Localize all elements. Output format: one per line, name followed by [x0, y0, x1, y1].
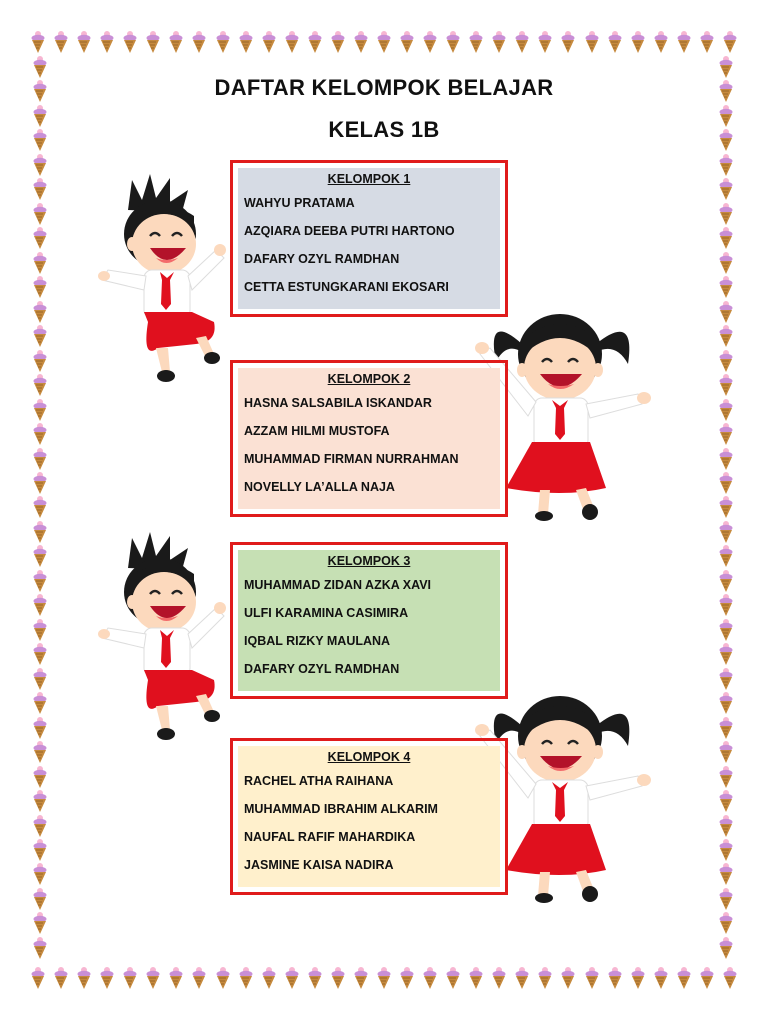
ice-cream-icon [676, 30, 692, 54]
group-box-2 [230, 360, 508, 517]
ice-cream-border-right [718, 55, 734, 960]
ice-cream-border-bottom [30, 966, 738, 990]
member-name: DAFARY OZYL RAMDHAN [244, 662, 400, 676]
ice-cream-icon [718, 544, 734, 568]
group-panel [238, 550, 500, 691]
ice-cream-icon [491, 30, 507, 54]
ice-cream-icon [718, 495, 734, 519]
ice-cream-icon [718, 275, 734, 299]
ice-cream-icon [353, 30, 369, 54]
ice-cream-icon [718, 153, 734, 177]
ice-cream-icon [718, 569, 734, 593]
ice-cream-icon [215, 966, 231, 990]
ice-cream-icon [32, 862, 48, 886]
ice-cream-icon [32, 324, 48, 348]
ice-cream-icon [32, 177, 48, 201]
ice-cream-icon [718, 740, 734, 764]
ice-cream-icon [168, 30, 184, 54]
ice-cream-icon [99, 30, 115, 54]
ice-cream-icon [718, 911, 734, 935]
ice-cream-icon [32, 251, 48, 275]
member-name: NOVELLY LA’ALLA NAJA [244, 480, 395, 494]
ice-cream-icon [32, 373, 48, 397]
ice-cream-icon [718, 667, 734, 691]
member-name: MUHAMMAD ZIDAN AZKA XAVI [244, 578, 432, 592]
group-box-1 [230, 160, 508, 317]
member-name: DAFARY OZYL RAMDHAN [244, 252, 400, 266]
ice-cream-icon [468, 30, 484, 54]
ice-cream-icon [676, 966, 692, 990]
ice-cream-icon [445, 966, 461, 990]
member-name: ULFI KARAMINA CASIMIRA [244, 606, 409, 620]
ice-cream-icon [145, 966, 161, 990]
ice-cream-icon [32, 593, 48, 617]
ice-cream-icon [722, 966, 738, 990]
member-name: AZQIARA DEEBA PUTRI HARTONO [244, 224, 455, 238]
member-name: WAHYU PRATAMA [244, 196, 355, 210]
member-name: MUHAMMAD FIRMAN NURRAHMAN [244, 452, 459, 466]
ice-cream-icon [32, 471, 48, 495]
group-panel [238, 168, 500, 309]
ice-cream-icon [32, 202, 48, 226]
ice-cream-icon [284, 966, 300, 990]
ice-cream-icon [514, 30, 530, 54]
ice-cream-icon [32, 765, 48, 789]
ice-cream-icon [537, 30, 553, 54]
group-panel [238, 746, 500, 887]
ice-cream-icon [514, 966, 530, 990]
ice-cream-icon [32, 495, 48, 519]
ice-cream-icon [399, 30, 415, 54]
ice-cream-icon [718, 398, 734, 422]
ice-cream-icon [32, 226, 48, 250]
ice-cream-icon [718, 716, 734, 740]
ice-cream-icon [330, 30, 346, 54]
ice-cream-icon [32, 422, 48, 446]
member-name: IQBAL RIZKY MAULANA [244, 634, 391, 648]
ice-cream-icon [53, 966, 69, 990]
ice-cream-icon [718, 300, 734, 324]
ice-cream-icon [32, 838, 48, 862]
ice-cream-icon [32, 544, 48, 568]
member-name: NAUFAL RAFIF MAHARDIKA [244, 830, 416, 844]
ice-cream-icon [718, 814, 734, 838]
ice-cream-icon [353, 966, 369, 990]
ice-cream-icon [191, 30, 207, 54]
ice-cream-icon [718, 789, 734, 813]
ice-cream-icon [445, 30, 461, 54]
ice-cream-icon [238, 966, 254, 990]
ice-cream-icon [718, 618, 734, 642]
ice-cream-icon [145, 30, 161, 54]
ice-cream-icon [376, 30, 392, 54]
group-title: KELOMPOK 1 [327, 172, 411, 186]
ice-cream-icon [32, 887, 48, 911]
member-name: JASMINE KAISA NADIRA [244, 858, 394, 872]
boy-illustration [98, 530, 230, 742]
ice-cream-icon [32, 447, 48, 471]
ice-cream-icon [284, 30, 300, 54]
ice-cream-border-left [32, 55, 48, 960]
member-name: AZZAM HILMI MUSTOFA [244, 424, 390, 438]
group-panel [238, 368, 500, 509]
ice-cream-icon [32, 349, 48, 373]
ice-cream-icon [32, 814, 48, 838]
ice-cream-icon [238, 30, 254, 54]
ice-cream-icon [32, 716, 48, 740]
ice-cream-icon [718, 349, 734, 373]
member-name: MUHAMMAD IBRAHIM ALKARIM [244, 802, 438, 816]
ice-cream-icon [718, 593, 734, 617]
ice-cream-icon [32, 569, 48, 593]
ice-cream-icon [191, 966, 207, 990]
ice-cream-icon [307, 30, 323, 54]
ice-cream-icon [32, 398, 48, 422]
ice-cream-icon [584, 30, 600, 54]
ice-cream-icon [718, 177, 734, 201]
ice-cream-icon [53, 30, 69, 54]
ice-cream-icon [718, 202, 734, 226]
ice-cream-icon [215, 30, 231, 54]
ice-cream-icon [699, 30, 715, 54]
ice-cream-icon [330, 966, 346, 990]
ice-cream-icon [630, 30, 646, 54]
ice-cream-icon [718, 324, 734, 348]
ice-cream-icon [653, 966, 669, 990]
ice-cream-icon [32, 667, 48, 691]
ice-cream-icon [607, 966, 623, 990]
ice-cream-icon [32, 740, 48, 764]
ice-cream-icon [32, 300, 48, 324]
group-title: KELOMPOK 4 [327, 750, 411, 764]
ice-cream-icon [99, 966, 115, 990]
page-title: DAFTAR KELOMPOK BELAJAR [214, 75, 554, 100]
ice-cream-icon [76, 30, 92, 54]
ice-cream-icon [722, 30, 738, 54]
ice-cream-icon [718, 251, 734, 275]
ice-cream-icon [30, 30, 46, 54]
member-name: CETTA ESTUNGKARANI EKOSARI [244, 280, 449, 294]
ice-cream-icon [32, 691, 48, 715]
ice-cream-icon [537, 966, 553, 990]
ice-cream-icon [718, 691, 734, 715]
ice-cream-icon [76, 966, 92, 990]
ice-cream-icon [32, 618, 48, 642]
ice-cream-icon [491, 966, 507, 990]
ice-cream-icon [718, 887, 734, 911]
ice-cream-icon [261, 30, 277, 54]
ice-cream-icon [376, 966, 392, 990]
ice-cream-icon [32, 153, 48, 177]
ice-cream-icon [399, 966, 415, 990]
ice-cream-icon [699, 966, 715, 990]
ice-cream-icon [422, 30, 438, 54]
member-name: HASNA SALSABILA ISKANDAR [244, 396, 432, 410]
ice-cream-icon [718, 838, 734, 862]
ice-cream-icon [122, 966, 138, 990]
ice-cream-icon [718, 226, 734, 250]
ice-cream-icon [32, 275, 48, 299]
ice-cream-icon [122, 30, 138, 54]
ice-cream-icon [307, 966, 323, 990]
ice-cream-icon [718, 765, 734, 789]
member-name: RACHEL ATHA RAIHANA [244, 774, 394, 788]
ice-cream-icon [468, 966, 484, 990]
group-box-4 [230, 738, 508, 895]
ice-cream-icon [718, 373, 734, 397]
ice-cream-icon [32, 789, 48, 813]
ice-cream-icon [718, 422, 734, 446]
group-box-3 [230, 542, 508, 699]
ice-cream-icon [168, 966, 184, 990]
ice-cream-icon [653, 30, 669, 54]
boy-illustration [98, 172, 230, 384]
ice-cream-icon [261, 966, 277, 990]
ice-cream-icon [32, 520, 48, 544]
ice-cream-icon [607, 30, 623, 54]
ice-cream-icon [584, 966, 600, 990]
ice-cream-border-top [30, 30, 738, 54]
ice-cream-icon [32, 642, 48, 666]
ice-cream-icon [718, 642, 734, 666]
ice-cream-icon [32, 936, 48, 960]
ice-cream-icon [560, 30, 576, 54]
group-title: KELOMPOK 2 [327, 372, 411, 386]
ice-cream-icon [630, 966, 646, 990]
ice-cream-icon [718, 471, 734, 495]
ice-cream-icon [718, 862, 734, 886]
ice-cream-icon [30, 966, 46, 990]
ice-cream-icon [718, 520, 734, 544]
group-title: KELOMPOK 3 [327, 554, 411, 568]
ice-cream-icon [718, 447, 734, 471]
class-subtitle: KELAS 1B [328, 117, 440, 142]
ice-cream-icon [560, 966, 576, 990]
ice-cream-icon [422, 966, 438, 990]
ice-cream-icon [32, 911, 48, 935]
ice-cream-icon [718, 936, 734, 960]
